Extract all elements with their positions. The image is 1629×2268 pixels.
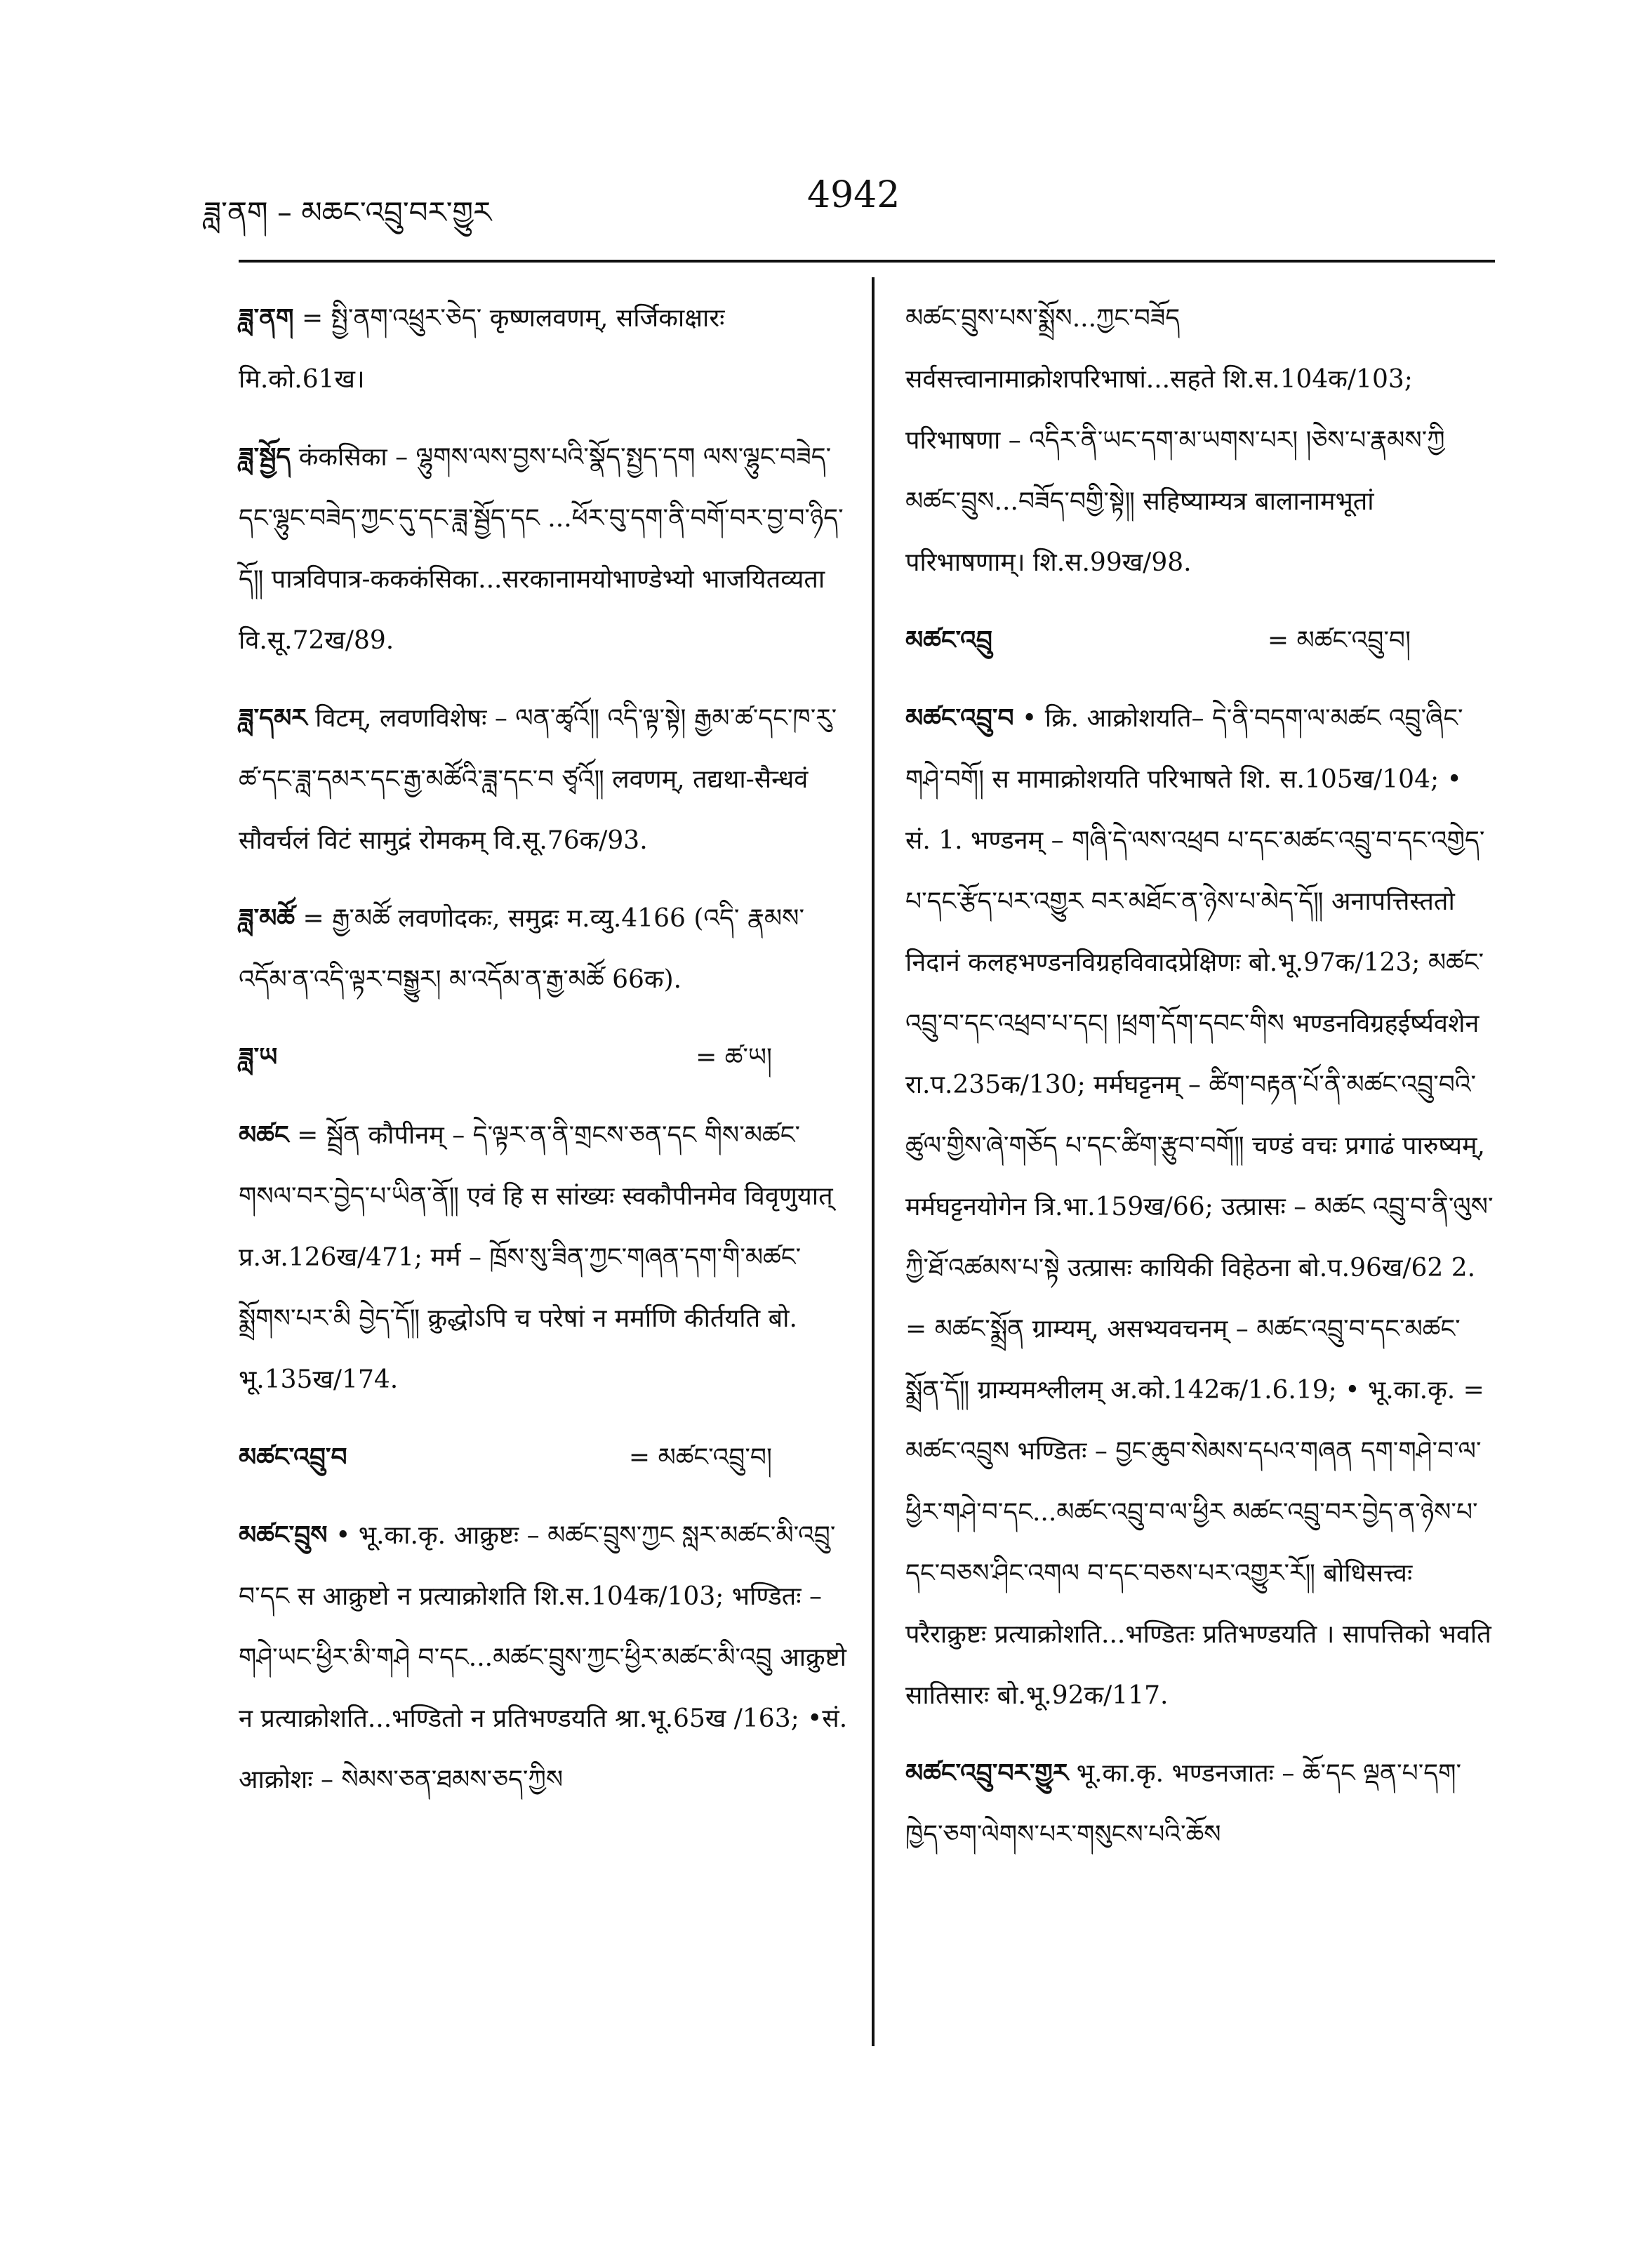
headword: མཚང་འབྲུ་བ: [239, 1443, 347, 1472]
entry: [239, 888, 856, 1010]
entry: [905, 688, 1495, 1726]
entry-text: भू.का.कृ. भण्डनजातः – ཆོ་དང ལྡན་པ་དག་ཁྱེད་ཅག་ལེགས་པར་གསུངས་པའི་ཆོས: [905, 1759, 1462, 1849]
entry: [239, 688, 856, 871]
headword: ཟླ་སྦྱོད: [239, 443, 291, 472]
entry-text: = སྦྲོན कौपीनम् – དེ་ལྟར་ན་ནི་གྲངས་ཅན་དང གིས་མཚང་གསལ་བར་བྱེད་པ་ཡིན་ནོ༎ एवं हि स सांख्यः स्वकौपीनमेव विवृणुयात् प्र.अ.126ख/471; मर्म – ཁྲོས་སུ་ཟིན་ཀྱང་གཞན་དག་གི་མཚང་སྨྲོགས་པར་མི བྱེད་དོ༎ क्रुद्धोऽपि च परेषां न मर्माणि कीर्तयति बो. भू.135ख/174.: [239, 1121, 833, 1394]
header-rule: [239, 260, 1495, 263]
entry: [239, 427, 856, 671]
cross-reference-entry: [905, 610, 1495, 671]
entry-text: = རྒྱ་མཚོ लवणोदकः, समुद्रः म.व्यु.4166 (འདི་ རྣམས་འདོམ་ན་འདི་ལྟར་བསྒྱུར། མ་འདོམ་ན་རྒྱ་མཚོ 66क).: [239, 904, 805, 994]
cross-reference-entry: [239, 1427, 856, 1488]
page-number: 4942: [807, 174, 900, 216]
cross-reference: = ཚ་ཡ།: [696, 1043, 772, 1072]
headword: ཟླ་ཡ: [239, 1043, 278, 1072]
entry: [239, 1105, 856, 1410]
headword: མཚང་འབྲུ: [905, 626, 992, 655]
left-column: [239, 288, 856, 1827]
entry-text: विटम्, लवणविशेषः – ལན་ཚྭའོ༎ འདི་ལྟ་སྟེ། རྒྱམ་ཚ་དང་ཁ་རུ་ཚ་དང་ཟླ་དམར་དང་རྒྱ་མཚོའི་ཟླ་དང་བ ཙྭའོ༎ लवणम्, तद्यथा-सैन्धवं सौवर्चलं विटं सामुद्रं रोमकम् वि.सू.76क/93.: [239, 704, 837, 855]
cross-reference: = མཚང་འབྲུ་བ།: [628, 1443, 772, 1472]
cross-reference: = མཚང་འབྲུ་བ།: [1267, 626, 1411, 655]
headword: མཚང་འབྲུ་བ: [905, 704, 1014, 733]
right-column: [905, 288, 1495, 1882]
cross-reference-entry: [239, 1027, 856, 1088]
entry-continuation: [905, 288, 1495, 593]
headword: མཚང་འབྲུ་བར་གྱུར: [905, 1759, 1069, 1788]
entry-text: = སྤྱི་ནག་འཕྲུར་ཅེད་ कृष्णलवणम्, सर्जिकाक्षारः मि.को.61ख।: [239, 304, 725, 394]
entry-text: མཚང་བྲུས་པས་སྨྲོས...ཀྱང་བཟོད सर्वसत्त्वानामाक्रोशपरिभाषां...सहते शि.स.104क/103; परिभाषणा – འདིར་ནི་ཡང་དག་མ་ཡགས་པར། །ཅེས་པ་རྣམས་ཀྱི མཚང་བྲུས...བཟོད་བགྱི་སྟེ༎ सहिष्याम्यत्र बालानामभूतां परिभाषणाम्। शि.स.99ख/98.: [905, 304, 1445, 577]
entry: [239, 1505, 856, 1810]
headword: མཚང་བྲུས: [239, 1521, 328, 1550]
entry: [239, 288, 856, 410]
headword: ཟླ་དམར: [239, 704, 307, 733]
entry: [905, 1743, 1495, 1865]
headword: མཚང: [239, 1121, 289, 1150]
column-divider: [872, 277, 875, 2046]
headword: ཟླ་མཚོ: [239, 904, 295, 933]
entry-text: कंकसिका – ལྷུགས་ལས་བྱས་པའི་སྣོད་སྤྱད་དག ལས་ལྷུང་བཟེད་དང་ལྷུང་བཟེད་ཀྱང་དུ་དང་ཟླ་སྦྱོད་དང ...ཕོར་བུ་དག་ནི་བགོ་བར་བྱ་བ་ཉིད་དོ༎ पात्रविपात्र-कककंसिका...सरकानामयोभाण्डेभ्यो भाजयितव्यता वि.सू.72ख/89.: [239, 443, 844, 655]
entry-text: • भू.का.कृ. आक्रुष्टः – མཚང་བྲུས་ཀྱང སླར་མཚང་མི་འབྲུ་བ་དང स आक्रुष्टो न प्रत्याक्रोशति शि.स.104क/103; भण्डितः – གཤེ་ཡང་ཕྱིར་མི་གཤེ བ་དང...མཚང་བྲུས་ཀྱང་ཕྱིར་མཚང་མི་འབྲུ आक्रुष्टो न प्रत्याक्रोशति...भण्डितो न प्रतिभण्डयति श्रा.भू.65ख /163; •सं. आक्रोशः – སེམས་ཅན་ཐམས་ཅད་ཀྱིས: [239, 1521, 848, 1794]
running-head: ཟླ་ནག – མཆང་འབྲུ་བར་གྱུར: [204, 195, 492, 230]
headword: ཟླ་ནག: [239, 304, 294, 333]
entry-text: • क्रि. आक्रोशयति– དེ་ནི་བདག་ལ་མཚང འབྲུ་ཞིང་གཤེ་བགོ། स मामाक्रोशयति परिभाषते शि. स.105ख/104; • सं. 1. भण्डनम् – གཞི་དེ་ལས་འཕྲབ པ་དང་མཚང་འབྲུ་བ་དང་འགྱེད་པ་དང་རྩོད་པར་འགྱུར བར་མཐོང་ན་ཉེས་པ་མེད་དོ༎ अनापत्तिस्ततो निदानं कलहभण्डनविग्रहविवादप्रेक्षिणः बो.भू.97क/123; མཚང་འབྲུ་བ་དང་འཕྲབ་པ་དང། །ཕྲག་དོག་དབང་གིས भण्डनविग्रहईर्ष्यवशेन रा.प.235क/130; मर्मघट्टनम् – ཚིག་བརྟན་པོ་ནི་མཚང་འབྲུ་བའི་ཚུལ་གྱིས་ཞེ་གཅོད པ་དང་ཚིག་རྩུབ་བགོ༎ चण्डं वचः प्रगाढं पारुष्यम्, मर्मघट्टनयोगेन त्रि.भा.159ख/66; उत्प्रासः – མཚང འབྲུ་བ་ནི་ལུས་ཀྱི་ཐོ་འཚམས་པ་སྟེ उत्प्रासः कायिकी विहेठना बो.प.96ख/62 2. = མཚང་སྨྲོན ग्राम्यम्, असभ्यवचनम् – མཚང་འབྲུ་བ་དང་མཚང་སྨྲོན་དོ༎ ग्राम्यमश्लीलम् अ.को.142क/1.6.19; • भू.का.कृ. = མཚང་འབྲུས भण्डितः – བྱང་ཆུབ་སེམས་དཔའ་གཞན དག་གཤེ་བ་ལ་ཕྱིར་གཤེ་བ་དང...མཚང་འབྲུ་བ་ལ་ཕྱིར མཚང་འབྲུ་བར་བྱེད་ན་ཉེས་པ་དང་བཅས་ཤིང་འགལ བ་དང་བཅས་པར་འགྱུར་རོ༎ बोधिसत्त्वः परैराक्रुष्टः प्रत्याक्रोशति...भण्डितः प्रतिभण्डयति । सापत्तिको भवति सातिसारः बो.भू.92क/117.: [905, 704, 1494, 1710]
